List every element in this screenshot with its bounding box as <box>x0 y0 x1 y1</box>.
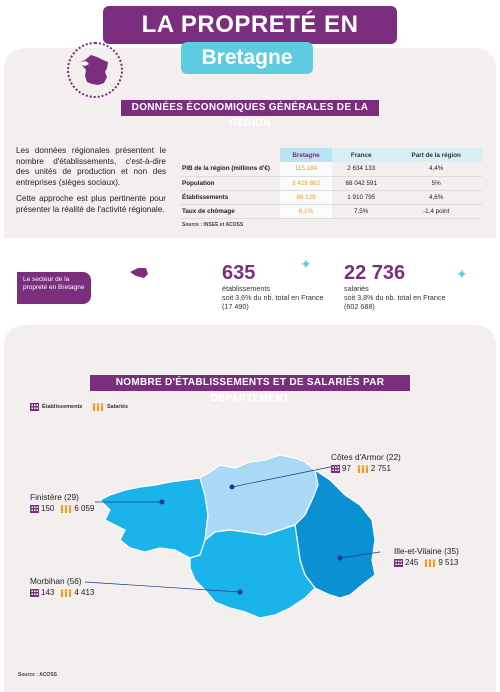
dept-name: Morbihan (56) <box>30 576 82 586</box>
table-header: France <box>332 148 390 162</box>
page-title: LA PROPRETÉ EN <box>103 6 397 44</box>
dept-label-cotes-armor <box>331 452 401 474</box>
table-cell: 3 429 882 <box>280 176 332 190</box>
section-departments-title: NOMBRE D'ÉTABLISSEMENTS ET DE SALARIÉS PAR DÉPARTEMENT <box>90 375 410 391</box>
table-header: Bretagne <box>280 148 332 162</box>
building-icon <box>30 589 39 597</box>
dept-label-ille-et-vilaine <box>394 546 459 568</box>
dept-establishments: 97 <box>342 464 351 473</box>
intro-paragraph-2: Cette approche est plus pertinente pour présenter la réalité de l'activité régionale. <box>16 194 166 214</box>
people-icon <box>60 505 72 513</box>
table-source: Source : INSEE et ACOSS <box>182 222 244 228</box>
region-title: Bretagne <box>181 42 313 74</box>
section-economic-title: DONNÉES ÉCONOMIQUES GÉNÉRALES DE LA RÉGION <box>121 100 379 116</box>
table-cell: 2 634 133 <box>332 162 390 176</box>
dept-name: Finistère (29) <box>30 492 79 502</box>
sparkle-icon: ✦ <box>300 256 312 272</box>
table-header: Part de la région <box>390 148 482 162</box>
table-cell: 68 042 591 <box>332 176 390 190</box>
dept-name: Côtes d'Armor (22) <box>331 452 401 462</box>
legend-establishments-label: Établissements <box>42 404 83 410</box>
dept-label-morbihan <box>30 576 94 598</box>
people-icon <box>357 465 369 473</box>
establishments-count: 635 <box>222 262 256 284</box>
employees-share: soit 3,8% du nb. total en France (602 688) <box>344 293 446 311</box>
table-cell: PIB de la région (millions d'€) <box>180 162 280 176</box>
dept-name: Ille-et-Vilaine (35) <box>394 546 459 556</box>
establishments-label: établissements <box>222 284 270 293</box>
dept-employees: 2 751 <box>370 464 391 473</box>
dept-establishments: 143 <box>41 588 55 597</box>
people-icon <box>424 559 436 567</box>
table-cell: 115 184 <box>280 162 332 176</box>
dept-establishments: 150 <box>41 504 55 513</box>
table-cell: 1 910 795 <box>332 190 390 204</box>
dept-employees: 9 513 <box>438 558 459 567</box>
intro-paragraph-1: Les données régionales présentent le nombre d'établissements, c'est-à-dire des unités de production et non des entreprises (sièges sociaux). <box>16 146 166 187</box>
sparkle-icon: ✦ <box>456 266 468 282</box>
table-cell: 88 129 <box>280 190 332 204</box>
table-cell: -1,4 point <box>390 204 482 218</box>
establishments-share: soit 3,6% du nb. total en France (17 490) <box>222 293 324 311</box>
legend-employees-label: Salariés <box>107 404 129 410</box>
people-icon <box>60 589 72 597</box>
table-cell: 6,1% <box>280 204 332 218</box>
employees-count: 22 736 <box>344 262 406 284</box>
table-cell: 4,4% <box>390 162 482 176</box>
dept-employees: 4 413 <box>74 588 95 597</box>
table-cell: 4,6% <box>390 190 482 204</box>
table-cell: Établissements <box>180 190 280 204</box>
map-source: Source : ACOSS <box>18 672 57 678</box>
table-cell: Taux de chômage <box>180 204 280 218</box>
building-icon <box>331 465 340 473</box>
table-cell: 5% <box>390 176 482 190</box>
table-cell: 7,5% <box>332 204 390 218</box>
building-icon <box>394 559 403 567</box>
employees-label: salariés <box>344 284 369 293</box>
dept-employees: 6 059 <box>74 504 95 513</box>
table-cell: Population <box>180 176 280 190</box>
building-icon <box>30 505 39 513</box>
dept-label-finistere <box>30 492 94 514</box>
dept-establishments: 245 <box>405 558 419 567</box>
sector-label: Le secteur de la propreté en Bretagne <box>17 272 91 304</box>
